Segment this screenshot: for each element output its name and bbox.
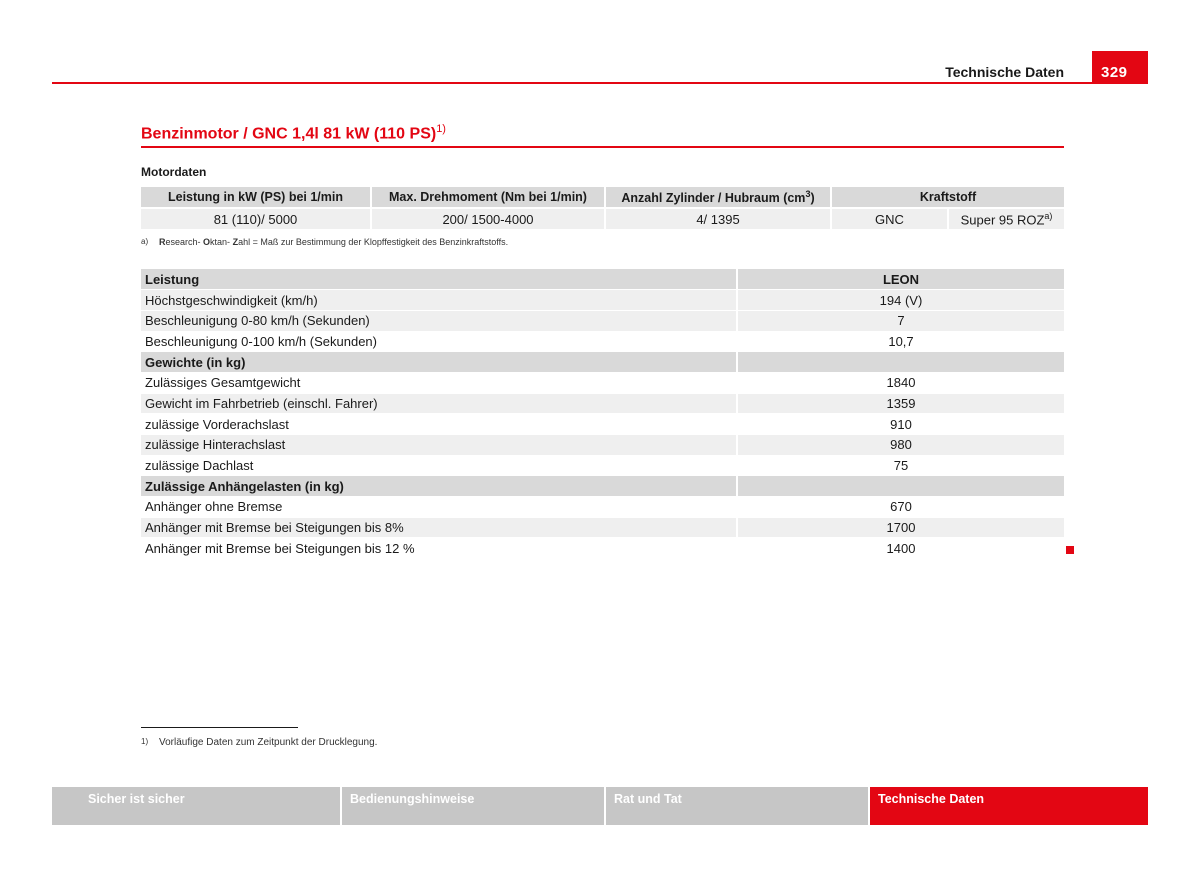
cell-power: 81 (110)/ 5000 <box>141 208 371 229</box>
header-title: Technische Daten <box>945 64 1064 80</box>
row-label: Zulässige Anhängelasten (in kg) <box>141 476 737 497</box>
header-rule <box>52 82 1148 84</box>
motor-table-header-row <box>141 187 1064 208</box>
col-header-cylinders <box>605 187 831 208</box>
row-value: 1840 <box>737 372 1064 393</box>
section-end-square-icon <box>1066 546 1074 554</box>
row-label: Anhänger mit Bremse bei Steigungen bis 12 % <box>141 538 737 559</box>
col-header-cylinders-text: Anzahl Zylinder / Hubraum (cm <box>621 191 806 206</box>
row-label: zulässige Vorderachslast <box>141 414 737 435</box>
row-label: zulässige Dachlast <box>141 455 737 476</box>
section-title-text: Benzinmotor / GNC 1,4l 81 kW (110 PS) <box>141 125 437 143</box>
row-label: Zulässiges Gesamtgewicht <box>141 372 737 393</box>
table-section-header-trailer <box>141 476 1064 497</box>
cell-fuel-super <box>948 208 1064 229</box>
row-value: 1400 <box>737 538 1064 559</box>
section-title-footnote-marker: 1) <box>436 123 446 135</box>
row-label: Anhänger ohne Bremse <box>141 497 737 518</box>
row-value: 7 <box>737 310 1064 331</box>
row-label: Gewichte (in kg) <box>141 352 737 373</box>
table-row <box>141 310 1064 331</box>
table-row <box>141 414 1064 435</box>
nav-tab-bedienungshinweise[interactable]: Bedienungshinweise <box>342 787 604 825</box>
table-row <box>141 455 1064 476</box>
section-title-rule <box>141 146 1064 148</box>
row-value: 1700 <box>737 517 1064 538</box>
row-value <box>737 476 1064 497</box>
footnote-a-z: Z <box>232 237 239 247</box>
row-value <box>737 352 1064 373</box>
row-value: 980 <box>737 435 1064 456</box>
nav-tab-technische-daten[interactable]: Technische Daten <box>870 787 1148 825</box>
motor-data-table <box>141 187 1064 229</box>
footnote-a-o-rest: ktan- <box>210 237 233 247</box>
row-label: Höchstgeschwindigkeit (km/h) <box>141 290 737 311</box>
footnote-1 <box>141 737 377 748</box>
perf-header-label: Leistung <box>141 269 737 290</box>
table-row <box>141 290 1064 311</box>
perf-header-value: LEON <box>737 269 1064 290</box>
row-value: 10,7 <box>737 331 1064 352</box>
row-label: zulässige Hinterachslast <box>141 435 737 456</box>
table-row <box>141 393 1064 414</box>
nav-tab-sicher-ist-sicher[interactable]: Sicher ist sicher <box>52 787 340 825</box>
row-value: 910 <box>737 414 1064 435</box>
row-value: 75 <box>737 455 1064 476</box>
col-header-fuel: Kraftstoff <box>831 187 1064 208</box>
footnote-a-marker: a) <box>141 237 149 246</box>
table-section-header-weights <box>141 352 1064 373</box>
footnote-a <box>141 237 508 247</box>
cell-fuel-gnc: GNC <box>831 208 948 229</box>
row-label: Gewicht im Fahrbetrieb (einschl. Fahrer) <box>141 393 737 414</box>
table-row <box>141 331 1064 352</box>
footnote-a-o: O <box>203 237 211 247</box>
col-header-cylinders-close: ) <box>810 191 815 206</box>
motor-table-row <box>141 208 1064 229</box>
col-header-torque: Max. Drehmoment (Nm bei 1/min) <box>371 187 605 208</box>
performance-table <box>141 269 1064 559</box>
footnote-a-z-rest: ahl = Maß zur Bestimmung der Klopffestigkeit des Benzinkraftstoffs. <box>238 237 509 247</box>
table-row <box>141 517 1064 538</box>
table-row <box>141 497 1064 518</box>
footnote-rule <box>141 727 298 728</box>
row-label: Beschleunigung 0-80 km/h (Sekunden) <box>141 310 737 331</box>
table-row <box>141 372 1064 393</box>
bottom-chapter-nav <box>52 787 1148 825</box>
cell-torque: 200/ 1500-4000 <box>371 208 605 229</box>
cell-fuel-super-marker: a) <box>1044 210 1053 221</box>
perf-table-header <box>141 269 1064 290</box>
col-header-cylinders-sup: 3 <box>805 188 811 199</box>
cell-fuel-super-text: Super 95 ROZ <box>960 212 1045 228</box>
footnote-a-r-rest: esearch- <box>165 237 204 247</box>
section-title <box>141 123 446 143</box>
subhead-motordaten: Motordaten <box>141 165 207 179</box>
table-row <box>141 435 1064 456</box>
footnote-a-r: R <box>159 237 166 247</box>
page-number: 329 <box>1092 51 1148 84</box>
footnote-1-text: Vorläufige Daten zum Zeitpunkt der Drucklegung. <box>159 737 378 748</box>
row-label: Anhänger mit Bremse bei Steigungen bis 8% <box>141 517 737 538</box>
col-header-power: Leistung in kW (PS) bei 1/min <box>141 187 371 208</box>
row-value: 1359 <box>737 393 1064 414</box>
nav-tab-rat-und-tat[interactable]: Rat und Tat <box>606 787 868 825</box>
row-value: 194 (V) <box>737 290 1064 311</box>
table-row <box>141 538 1064 559</box>
cell-cylinders: 4/ 1395 <box>605 208 831 229</box>
footnote-1-marker: 1) <box>141 737 149 746</box>
row-label: Beschleunigung 0-100 km/h (Sekunden) <box>141 331 737 352</box>
row-value: 670 <box>737 497 1064 518</box>
